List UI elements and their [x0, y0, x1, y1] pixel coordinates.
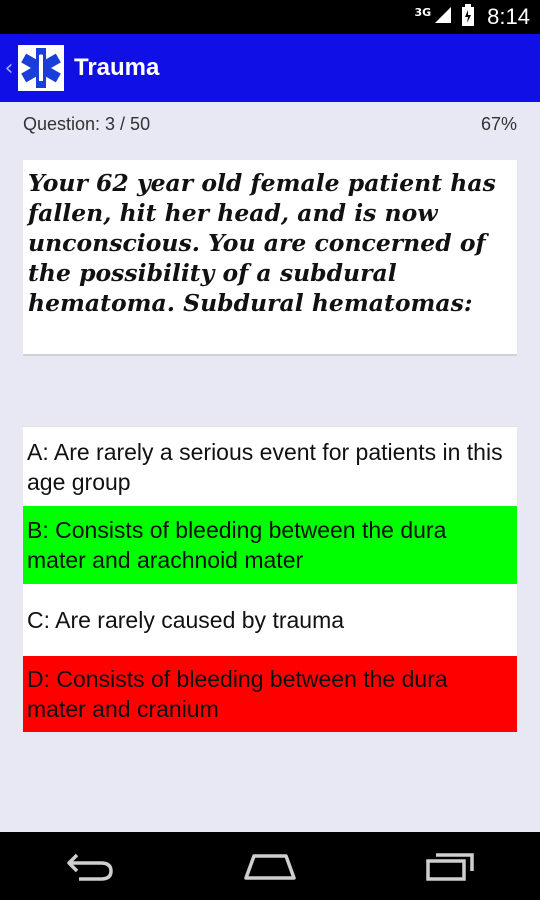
logo-letter-t: T — [39, 76, 43, 83]
network-type: 3G — [414, 5, 432, 19]
signal-icon — [433, 5, 453, 29]
logo-letter-m: M — [38, 65, 44, 72]
back-arrow-icon — [65, 851, 115, 881]
recent-apps-button[interactable] — [410, 841, 490, 891]
score-percent: 67% — [480, 114, 517, 134]
app-logo-icon[interactable] — [18, 45, 64, 91]
battery-icon — [461, 4, 475, 30]
answer-option-a[interactable]: A: Are rarely a serious event for patients in this age group — [23, 426, 517, 506]
navigation-bar — [0, 832, 540, 900]
question-counter: Question: 3 / 50 — [23, 114, 151, 134]
back-button[interactable] — [50, 841, 130, 891]
recent-apps-icon — [424, 851, 476, 881]
question-text: Your 62 year old female patient has fallen, hit her head, and is now unconscious. You are concerned of the possibility of a subdural hematoma. Subdural hematomas: — [28, 169, 496, 317]
progress-row — [23, 114, 517, 138]
question-card — [23, 160, 517, 356]
clock: 8:14 — [487, 4, 530, 29]
answer-option-c[interactable]: C: Are rarely caused by trauma — [27, 607, 345, 633]
logo-letter-e: E — [39, 54, 43, 61]
answer-option-d[interactable]: D: Consists of bleeding between the dura mater and cranium — [23, 656, 517, 732]
status-bar — [0, 0, 540, 34]
answer-option-b[interactable]: B: Consists of bleeding between the dura mater and arachnoid mater — [23, 506, 517, 584]
home-icon — [242, 852, 298, 880]
quiz-content — [0, 102, 540, 832]
back-chevron-icon[interactable]: ‹ — [4, 55, 14, 81]
screen-title: Trauma — [74, 54, 160, 81]
answer-list — [23, 426, 517, 732]
home-button[interactable] — [230, 841, 310, 891]
action-bar — [0, 34, 540, 102]
